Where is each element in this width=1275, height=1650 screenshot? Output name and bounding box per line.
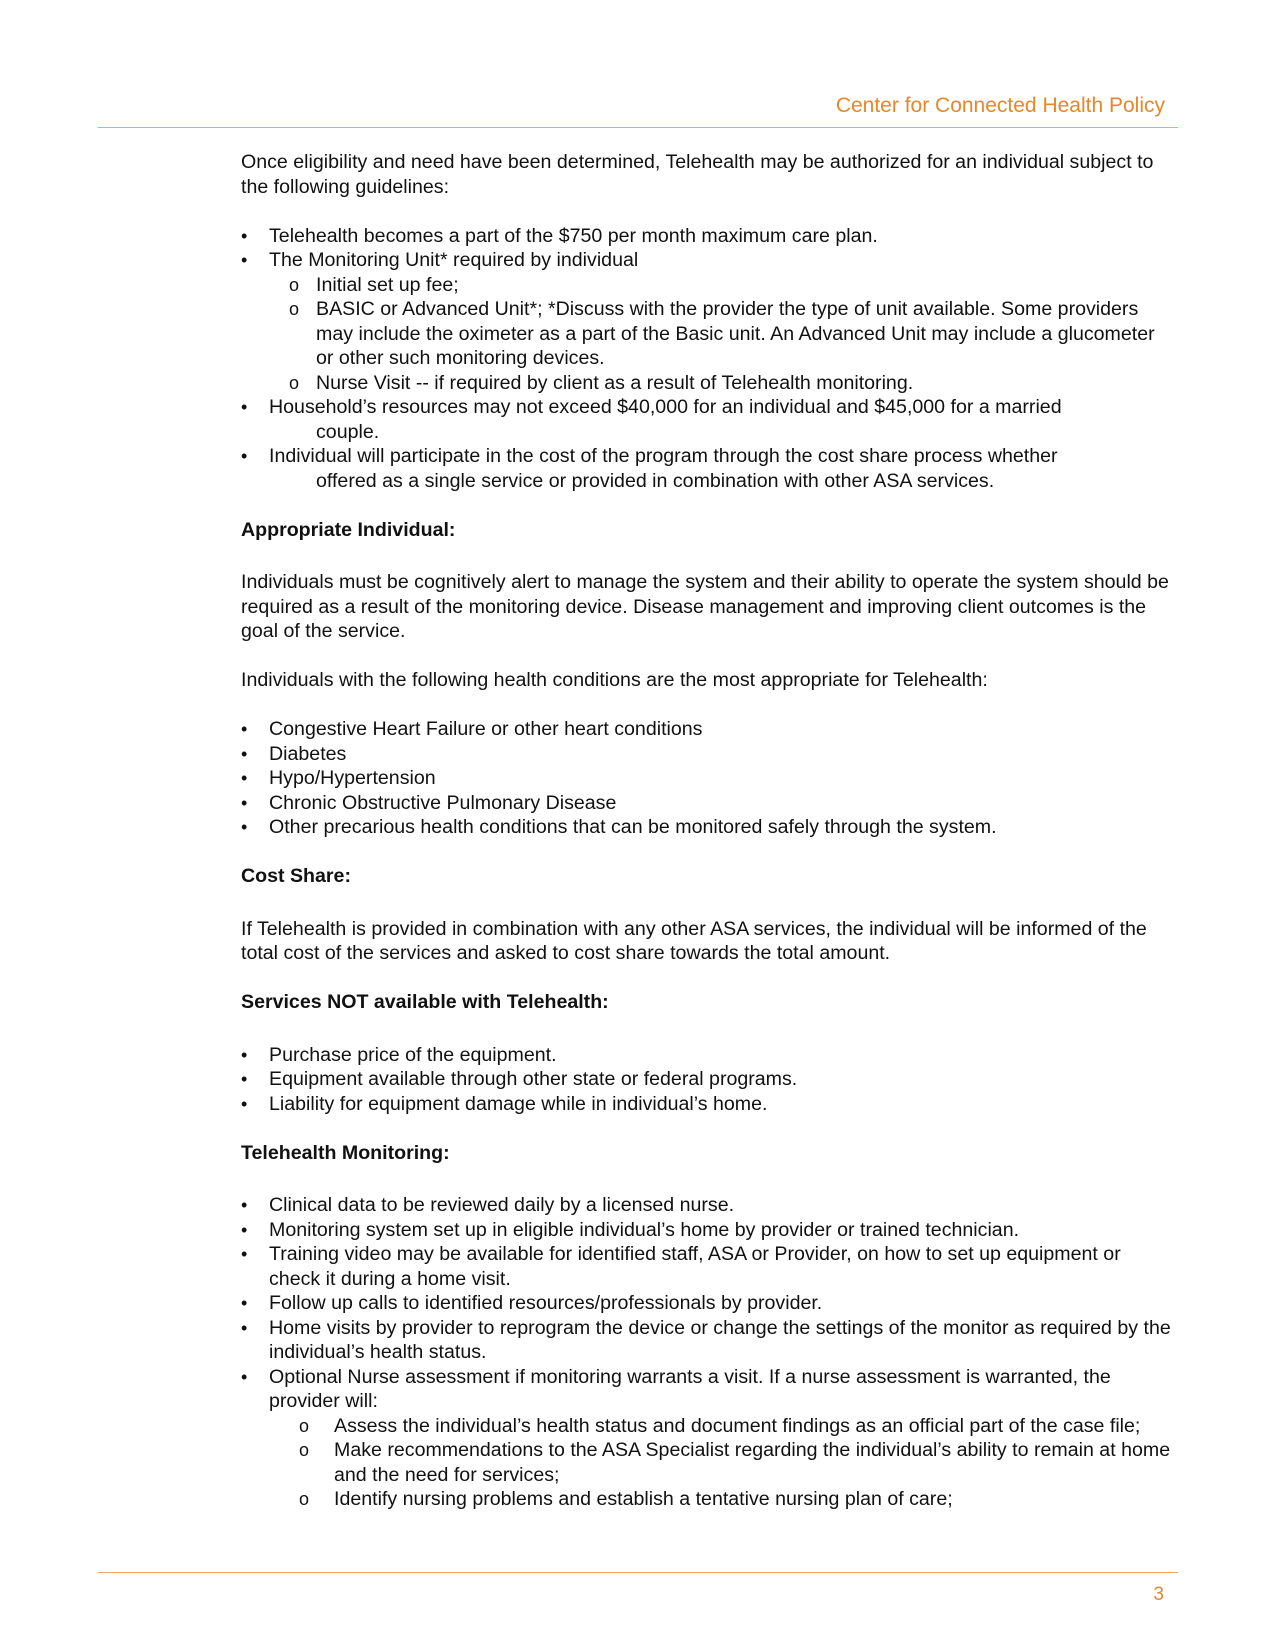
list-item: • Congestive Heart Failure or other heart conditions xyxy=(241,717,1171,742)
list-item: • Hypo/Hypertension xyxy=(241,766,1171,791)
sub-list-item: o Identify nursing problems and establish a tentative nursing plan of care; xyxy=(269,1487,1171,1512)
list-item: • Chronic Obstructive Pulmonary Disease xyxy=(241,791,1171,816)
list-item: • Clinical data to be reviewed daily by a licensed nurse. xyxy=(241,1193,1171,1218)
paragraph: Individuals must be cognitively alert to manage the system and their ability to operate the system should be required as a result of the monitoring device. Disease management and improving client outcomes is the goal of the service. xyxy=(241,571,1169,642)
list-item: • Follow up calls to identified resources/professionals by provider. xyxy=(241,1291,1171,1316)
paragraph: Individuals with the following health conditions are the most appropriate for Telehealth: xyxy=(241,669,988,691)
list-item: • Individual will participate in the cost of the program through the cost share process whether offered as a single service or provided in combination with other ASA services. xyxy=(241,444,1171,493)
monitoring-list xyxy=(241,1193,1171,1512)
not-available-list xyxy=(241,1043,1171,1117)
list-item: • Purchase price of the equipment. xyxy=(241,1043,1171,1068)
list-item: • Optional Nurse assessment if monitoring warrants a visit. If a nurse assessment is warranted, the provider will: o Assess the individual’s health status and document findings as an official part of the case file; o Make recommendations to the ASA Specialist regarding the individual’s ability to remain at home and the need for services; o Identify nursing problems and establish a tentative nursing plan of care; xyxy=(241,1365,1171,1512)
header-rule xyxy=(98,127,1178,128)
sub-list-item: o Assess the individual’s health status and document findings as an official part of the case file; xyxy=(269,1414,1171,1439)
sub-list-item: o Initial set up fee; xyxy=(269,273,1171,298)
list-item: • Liability for equipment damage while in individual’s home. xyxy=(241,1092,1171,1117)
section-heading: Telehealth Monitoring: xyxy=(241,1141,450,1164)
section-heading: Services NOT available with Telehealth: xyxy=(241,991,609,1013)
list-item: • The Monitoring Unit* required by individual o Initial set up fee; o BASIC or Advanced Unit*; *Discuss with the provider the type of unit available. Some providers may include the oximeter as a part of the Basic unit. An Advanced Unit may include a glucometer or other such monitoring devices. o Nurse Visit -- if required by client as a result of Telehealth monitoring. xyxy=(241,248,1171,395)
sub-list xyxy=(269,273,1171,396)
intro-paragraph: Once eligibility and need have been determined, Telehealth may be authorized for an individual subject to the following guidelines: xyxy=(241,151,1154,198)
sub-list-item: o Make recommendations to the ASA Specialist regarding the individual’s ability to remain at home and the need for services; xyxy=(269,1438,1171,1487)
list-item: • Diabetes xyxy=(241,742,1171,767)
list-item: • Telehealth becomes a part of the $750 per month maximum care plan. xyxy=(241,224,1171,249)
list-item: • Other precarious health conditions that can be monitored safely through the system. xyxy=(241,815,1171,840)
footer-rule xyxy=(98,1572,1178,1573)
document-body xyxy=(241,150,1171,1536)
sub-list-item: o BASIC or Advanced Unit*; *Discuss with the provider the type of unit available. Some providers may include the oximeter as a part of the Basic unit. An Advanced Unit may include a glucometer or other such monitoring devices. xyxy=(269,297,1171,371)
section-heading: Cost Share: xyxy=(241,865,351,887)
list-item: • Training video may be available for identified staff, ASA or Provider, on how to set up equipment or check it during a home visit. xyxy=(241,1242,1171,1291)
list-item: • Equipment available through other state or federal programs. xyxy=(241,1067,1171,1092)
sub-list xyxy=(269,1414,1171,1512)
guidelines-list xyxy=(241,224,1171,494)
list-item: • Monitoring system set up in eligible individual’s home by provider or trained technician. xyxy=(241,1218,1171,1243)
list-item: • Household’s resources may not exceed $40,000 for an individual and $45,000 for a married couple. xyxy=(241,395,1171,444)
section-heading: Appropriate Individual: xyxy=(241,518,456,541)
sub-list-item: o Nurse Visit -- if required by client as a result of Telehealth monitoring. xyxy=(269,371,1171,396)
page-number: 3 xyxy=(1153,1584,1164,1605)
paragraph: If Telehealth is provided in combination with any other ASA services, the individual will be informed of the total cost of the services and asked to cost share towards the total amount. xyxy=(241,917,1147,964)
header-title: Center for Connected Health Policy xyxy=(835,94,1165,117)
conditions-list xyxy=(241,717,1171,840)
list-item: • Home visits by provider to reprogram the device or change the settings of the monitor as required by the individual’s health status. xyxy=(241,1316,1171,1365)
